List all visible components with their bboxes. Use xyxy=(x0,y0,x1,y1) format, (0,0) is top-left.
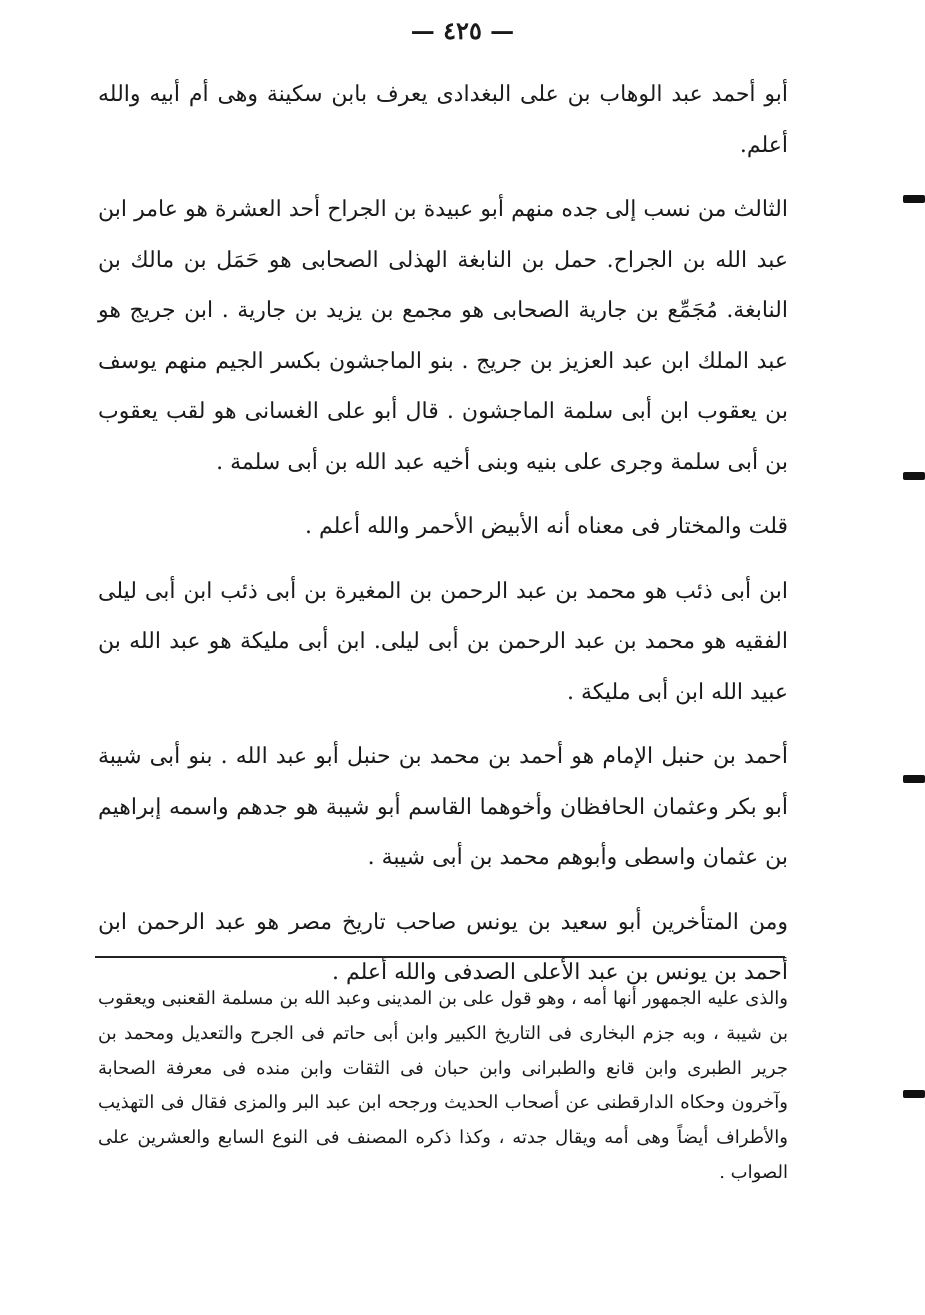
paragraph-6: ومن المتأخرين أبو سعيد بن يونس صاحب تاريخ مصر هو عبد الرحمن ابن أحمد بن يونس بن عبد الأعلى الصدفى والله أعلم . xyxy=(98,909,788,985)
footnote-divider xyxy=(95,956,785,958)
margin-mark xyxy=(903,195,925,203)
paragraph-1: أبو أحمد عبد الوهاب بن على البغدادى يعرف بابن سكينة وهى أم أبيه والله أعلم. xyxy=(98,82,788,158)
paragraph-4: ابن أبى ذئب هو محمد بن عبد الرحمن بن المغيرة بن أبى ذئب ابن أبى ليلى الفقيه هو محمد بن عبد الرحمن بن أبى ليلى. ابن أبى مليكة هو عبد الله بن عبيد الله ابن أبى مليكة . xyxy=(98,578,788,705)
margin-mark xyxy=(903,1090,925,1098)
margin-mark xyxy=(903,775,925,783)
paragraph-2: الثالث من نسب إلى جده منهم أبو عبيدة بن الجراح أحد العشرة هو عامر ابن عبد الله بن الجراح. حمل بن النابغة الهذلى الصحابى هو حَمَل بن مالك بن النابغة. مُجَمِّع بن جارية الصحابى هو مجمع بن يزيد بن جارية . ابن جريج هو عبد الملك ابن عبد العزيز بن جريج . بنو الماجشون بكسر الجيم منهم يوسف بن يعقوب ابن أبى سلمة الماجشون . قال أبو على الغسانى هو لقب يعقوب بن أبى سلمة وجرى على بنيه وبنى أخيه عبد الله بن أبى سلمة . xyxy=(98,197,788,475)
paragraph-5: أحمد بن حنبل الإمام هو أحمد بن محمد بن حنبل أبو عبد الله . بنو أبى شيبة أبو بكر وعثمان الحافظان وأخوهما القاسم أبو شيبة هو جدهم واسمه إبراهيم بن عثمان واسطى وأبوهم محمد بن أبى شيبة . xyxy=(98,744,788,870)
footnote-text: والذى عليه الجمهور أنها أمه ، وهو قول على بن المدينى وعبد الله بن مسلمة القعنبى ويعقوب بن شيبة ، وبه جزم البخارى فى التاريخ الكبير وابن أبى حاتم فى الجرح والتعديل ومحمد بن جرير الطبرى وابن قانع والطبرانى وابن حبان فى الثقات وابن منده فى معرفة الصحابة وآخرون وحكاه الدارقطنى عن أصحاب الحديث ورجحه ابن عبد البر والمزى فقال فى التهذيب والأطراف أيضاً وهى أمه ويقال جدته ، وكذا ذكره المصنف فى النوع السابع والعشرين على الصواب . xyxy=(98,988,788,1183)
footnote xyxy=(98,982,788,1191)
main-text xyxy=(98,70,788,999)
paragraph-3: قلت والمختار فى معناه أنه الأبيض الأحمر والله أعلم . xyxy=(305,514,788,539)
margin-mark xyxy=(903,472,925,480)
page-number: — ٤٢٥ — xyxy=(410,16,515,45)
